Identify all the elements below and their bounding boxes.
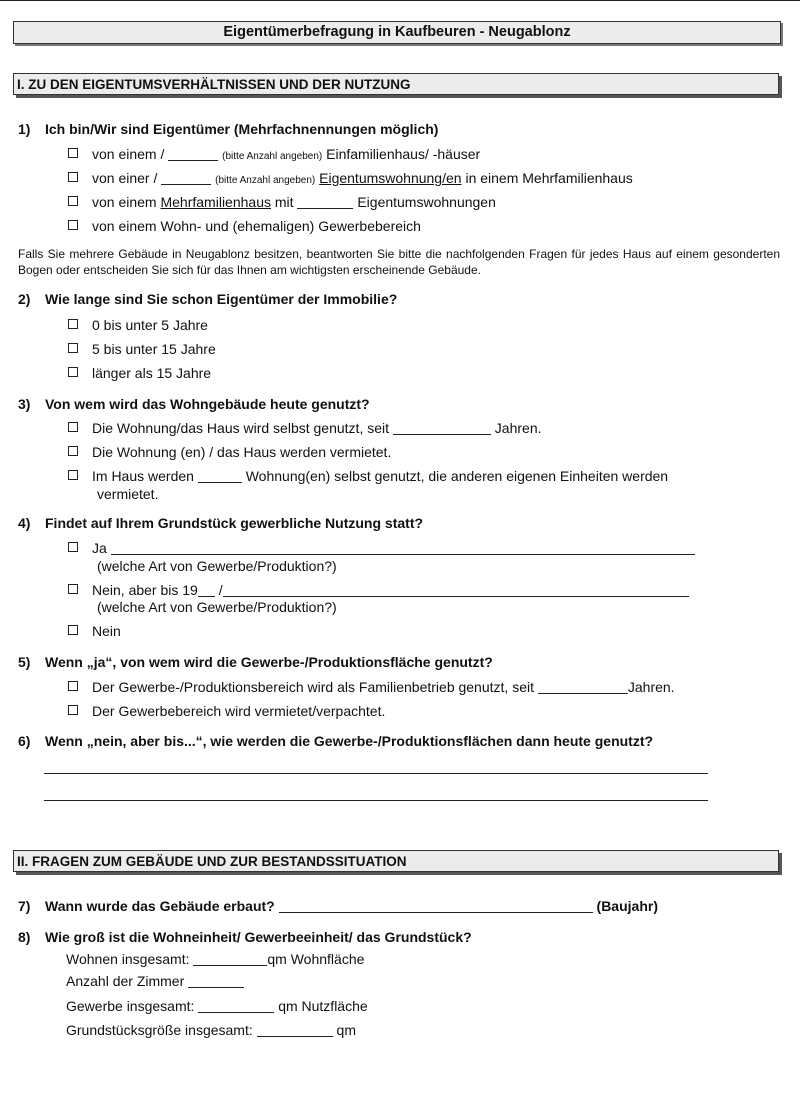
question-5: 5) Wenn „ja“, von wem wird die Gewerbe-/Produktionsfläche genutzt?	[18, 654, 493, 670]
question-7: 7) Wann wurde das Gebäude erbaut? (Baujahr)	[18, 898, 658, 914]
count-input[interactable]	[297, 195, 353, 209]
question-1	[18, 121, 438, 137]
checkbox[interactable]	[68, 422, 78, 432]
section-heading-2: II. FRAGEN ZUM GEBÄUDE UND ZUR BESTANDSSITUATION	[13, 850, 779, 872]
checkbox[interactable]	[68, 681, 78, 691]
instruction-note: Falls Sie mehrere Gebäude in Neugablonz besitzen, beantworten Sie bitte die nachfolgenden Fragen für jedes Haus auf einem gesonderten Bogen oder entscheiden Sie sich für das Ihnen am wichtigsten erscheinende Gebäude.	[18, 247, 780, 277]
answer-line-2[interactable]	[44, 800, 708, 801]
question-3: 3) Von wem wird das Wohngebäude heute genutzt?	[18, 396, 370, 412]
units-input[interactable]	[198, 469, 242, 483]
commercial-area-field: Gewerbe insgesamt: qm Nutzfläche	[66, 998, 368, 1014]
plot-size-field: Grundstücksgröße insgesamt: qm	[66, 1022, 356, 1038]
build-year-input[interactable]	[279, 899, 593, 913]
q2-option-3[interactable]: länger als 15 Jahre	[68, 365, 211, 381]
answer-line-1[interactable]	[44, 773, 708, 774]
q5-option-1[interactable]: Der Gewerbe-/Produktionsbereich wird als Familienbetrieb genutzt, seit Jahren.	[68, 679, 675, 695]
question-4: 4) Findet auf Ihrem Grundstück gewerbliche Nutzung statt?	[18, 515, 424, 531]
plot-size-input[interactable]	[257, 1023, 333, 1037]
living-area-input[interactable]	[193, 952, 267, 966]
q3-option-3-continuation: vermietet.	[97, 486, 159, 502]
checkbox[interactable]	[68, 470, 78, 480]
checkbox[interactable]	[68, 172, 78, 182]
question-2: 2) Wie lange sind Sie schon Eigentümer der Immobilie?	[18, 291, 398, 307]
checkbox[interactable]	[68, 319, 78, 329]
years-input[interactable]	[538, 680, 628, 694]
q3-option-1[interactable]: Die Wohnung/das Haus wird selbst genutzt, seit Jahren.	[68, 420, 542, 436]
checkbox[interactable]	[68, 446, 78, 456]
business-type-input[interactable]	[223, 583, 689, 597]
question-number: 1)	[18, 121, 31, 137]
business-type-input[interactable]	[111, 541, 695, 555]
section-heading-1: I. ZU DEN EIGENTUMSVERHÄLTNISSEN UND DER NUTZUNG	[13, 73, 779, 95]
q5-option-2[interactable]: Der Gewerbebereich wird vermietet/verpachtet.	[68, 703, 385, 719]
q1-option-4[interactable]: von einem Wohn- und (ehemaligen) Gewerbebereich	[68, 218, 421, 234]
years-input[interactable]	[393, 421, 491, 435]
hint: (bitte Anzahl angeben)	[222, 151, 323, 162]
q4-option-2[interactable]: Nein, aber bis 19 /	[68, 582, 689, 598]
year-input[interactable]	[198, 583, 215, 597]
q1-option-3[interactable]: von einem Mehrfamilienhaus mit Eigentumswohnungen	[68, 194, 496, 210]
checkbox[interactable]	[68, 705, 78, 715]
q4-option-1-hint: (welche Art von Gewerbe/Produktion?)	[97, 558, 337, 574]
top-rule	[0, 0, 800, 1]
q3-option-2[interactable]: Die Wohnung (en) / das Haus werden vermietet.	[68, 444, 391, 460]
checkbox[interactable]	[68, 584, 78, 594]
hint: (bitte Anzahl angeben)	[215, 175, 316, 186]
q1-option-2[interactable]: von einer / (bitte Anzahl angeben) Eigentumswohnung/en in einem Mehrfamilienhaus	[68, 170, 633, 186]
checkbox[interactable]	[68, 196, 78, 206]
question-text: Ich bin/Wir sind Eigentümer (Mehrfachnennungen möglich)	[45, 121, 439, 137]
rooms-input[interactable]	[188, 974, 244, 988]
q4-option-3[interactable]: Nein	[68, 623, 121, 639]
living-area-field: Wohnen insgesamt: qm Wohnfläche	[66, 951, 365, 967]
q1-option-1[interactable]: von einem / (bitte Anzahl angeben) Einfamilienhaus/ -häuser	[68, 146, 480, 162]
checkbox[interactable]	[68, 220, 78, 230]
checkbox[interactable]	[68, 625, 78, 635]
count-input[interactable]	[168, 147, 218, 161]
checkbox[interactable]	[68, 542, 78, 552]
q4-option-2-hint: (welche Art von Gewerbe/Produktion?)	[97, 599, 337, 615]
count-input[interactable]	[161, 171, 211, 185]
checkbox[interactable]	[68, 343, 78, 353]
q3-option-3[interactable]: Im Haus werden Wohnung(en) selbst genutzt, die anderen eigenen Einheiten werden	[68, 468, 668, 484]
checkbox[interactable]	[68, 148, 78, 158]
checkbox[interactable]	[68, 367, 78, 377]
commercial-area-input[interactable]	[198, 999, 274, 1013]
q2-option-1[interactable]: 0 bis unter 5 Jahre	[68, 317, 208, 333]
question-6: 6) Wenn „nein, aber bis...“, wie werden die Gewerbe-/Produktionsflächen dann heute genutzt?	[18, 733, 654, 749]
q2-option-2[interactable]: 5 bis unter 15 Jahre	[68, 341, 216, 357]
q4-option-1[interactable]: Ja	[68, 540, 695, 556]
rooms-field: Anzahl der Zimmer	[66, 973, 244, 989]
question-8: 8) Wie groß ist die Wohneinheit/ Gewerbeeinheit/ das Grundstück?	[18, 929, 472, 945]
document-title: Eigentümerbefragung in Kaufbeuren - Neugablonz	[13, 21, 781, 44]
